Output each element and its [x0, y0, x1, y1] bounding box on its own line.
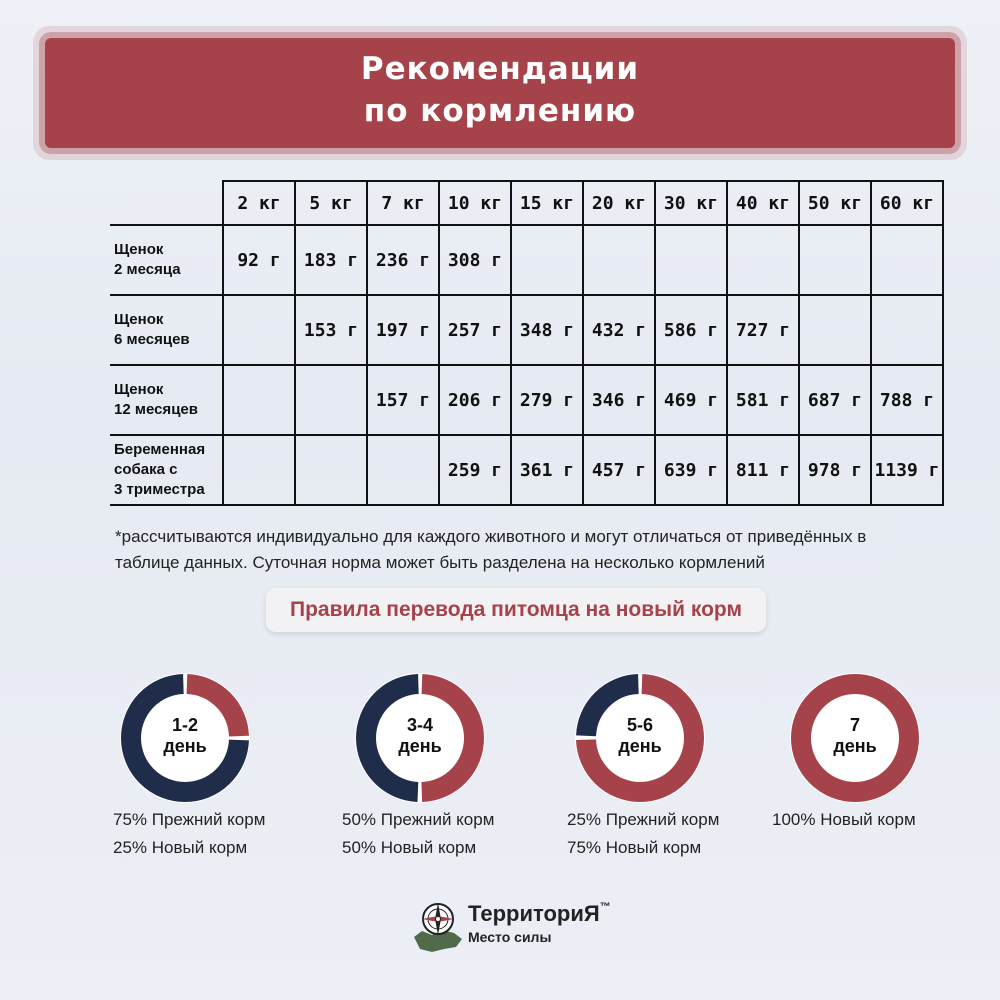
column-header: 60 кг — [871, 181, 943, 225]
row-label-line: собака с — [114, 461, 178, 478]
column-header: 20 кг — [583, 181, 655, 225]
day-word: день — [833, 736, 877, 756]
logo-name: ТерриториЯ™ — [468, 901, 611, 926]
day-range: 3-4 — [406, 715, 433, 735]
table-cell — [511, 225, 583, 295]
table-cell: 346 г — [583, 365, 655, 435]
transition-donut — [790, 673, 920, 803]
footnote — [115, 524, 955, 576]
legend-line: 25% Новый корм — [113, 838, 248, 857]
transition-legend — [772, 806, 916, 834]
brand-logo — [410, 893, 650, 963]
table-cell — [223, 295, 295, 365]
table-cell: 687 г — [799, 365, 871, 435]
column-header: 50 кг — [799, 181, 871, 225]
table-cell: 457 г — [583, 435, 655, 505]
column-header: 7 кг — [367, 181, 439, 225]
day-range: 7 — [849, 715, 860, 735]
column-header: 5 кг — [295, 181, 367, 225]
table-cell — [223, 365, 295, 435]
legend-line: 75% Прежний корм — [113, 810, 266, 829]
row-label — [110, 365, 223, 435]
column-header: 40 кг — [727, 181, 799, 225]
legend-line: 100% Новый корм — [772, 810, 916, 829]
transition-legend — [567, 806, 719, 862]
table-cell: 469 г — [655, 365, 727, 435]
table-cell: 206 г — [439, 365, 511, 435]
table-cell — [367, 435, 439, 505]
table-cell: 308 г — [439, 225, 511, 295]
table-cell — [799, 225, 871, 295]
legend-line: 75% Новый корм — [567, 838, 702, 857]
footnote-line-2: таблице данных. Суточная норма может быть разделена на несколько кормлений — [115, 553, 765, 572]
table-row — [110, 225, 943, 295]
table-cell: 581 г — [727, 365, 799, 435]
transition-donut — [120, 673, 250, 803]
table-cell: 197 г — [367, 295, 439, 365]
transition-legend — [113, 806, 265, 862]
table-cell: 978 г — [799, 435, 871, 505]
table-cell — [295, 435, 367, 505]
table-row — [110, 365, 943, 435]
row-label-line: Щенок — [114, 311, 164, 328]
table-cell — [583, 225, 655, 295]
day-range: 1-2 — [171, 715, 198, 735]
donut-day-label — [790, 715, 920, 757]
row-label-line: 2 месяца — [114, 261, 181, 278]
donut-day-label — [120, 715, 250, 757]
column-header: 30 кг — [655, 181, 727, 225]
table-cell — [871, 295, 943, 365]
day-word: день — [618, 736, 662, 756]
row-label — [110, 295, 223, 365]
table-cell: 811 г — [727, 435, 799, 505]
donut-day-label — [355, 715, 485, 757]
table-cell: 586 г — [655, 295, 727, 365]
table-cell — [727, 225, 799, 295]
table-cell: 236 г — [367, 225, 439, 295]
table-cell: 788 г — [871, 365, 943, 435]
table-cell: 92 г — [223, 225, 295, 295]
title-line-2: по кормлению — [363, 93, 637, 129]
day-word: день — [163, 736, 207, 756]
table-corner — [110, 181, 223, 225]
row-label-line: Щенок — [114, 241, 164, 258]
table-cell: 727 г — [727, 295, 799, 365]
row-label — [110, 435, 223, 505]
table-cell: 432 г — [583, 295, 655, 365]
title-line-1: Рекомендации — [360, 51, 640, 87]
row-label-line: 6 месяцев — [114, 331, 190, 348]
page-title — [45, 48, 955, 132]
column-header: 10 кг — [439, 181, 511, 225]
row-label-line: 12 месяцев — [114, 401, 198, 418]
row-label — [110, 225, 223, 295]
footnote-line-1: *рассчитываются индивидуально для каждого животного и могут отличаться от приведённых в — [115, 527, 867, 546]
table-cell: 639 г — [655, 435, 727, 505]
table-cell: 348 г — [511, 295, 583, 365]
row-label-line: Щенок — [114, 381, 164, 398]
legend-line: 50% Новый корм — [342, 838, 477, 857]
transition-rules-title: Правила перевода питомца на новый корм — [266, 588, 766, 632]
transition-donut — [355, 673, 485, 803]
table-row — [110, 295, 943, 365]
transition-legend — [342, 806, 494, 862]
table-cell: 259 г — [439, 435, 511, 505]
table-cell: 157 г — [367, 365, 439, 435]
table-cell: 183 г — [295, 225, 367, 295]
table-row — [110, 435, 943, 505]
feeding-table — [110, 180, 944, 506]
legend-line: 25% Прежний корм — [567, 810, 720, 829]
logo-subtitle: Место силы — [468, 929, 552, 945]
feeding-table-wrap — [110, 180, 944, 506]
table-cell — [223, 435, 295, 505]
transition-donut — [575, 673, 705, 803]
table-cell — [799, 295, 871, 365]
table-cell — [295, 365, 367, 435]
day-range: 5-6 — [626, 715, 653, 735]
table-cell: 361 г — [511, 435, 583, 505]
table-header-row — [110, 181, 943, 225]
table-cell: 279 г — [511, 365, 583, 435]
column-header: 15 кг — [511, 181, 583, 225]
table-cell: 257 г — [439, 295, 511, 365]
day-word: день — [398, 736, 442, 756]
donut-day-label — [575, 715, 705, 757]
row-label-line: Беременная — [114, 441, 206, 458]
compass-map-icon — [410, 897, 466, 957]
table-cell: 1139 г — [871, 435, 943, 505]
title-banner — [45, 38, 955, 148]
column-header: 2 кг — [223, 181, 295, 225]
row-label-line: 3 триместра — [114, 481, 205, 498]
table-cell — [871, 225, 943, 295]
table-cell — [655, 225, 727, 295]
legend-line: 50% Прежний корм — [342, 810, 495, 829]
table-cell: 153 г — [295, 295, 367, 365]
